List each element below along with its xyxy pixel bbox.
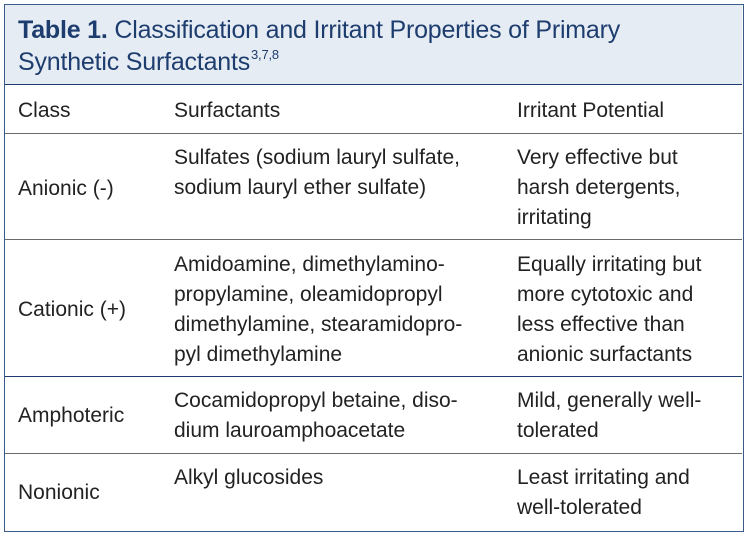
- row-nonionic-irritant-line-2: well-tolerated: [517, 496, 642, 519]
- table-label: Table 1.: [18, 16, 108, 44]
- title-text-1: Classification and Irritant Properties of Primary: [114, 16, 621, 44]
- row-cationic-surfactants-line-1: Amidoamine, dimethylamino-: [174, 253, 445, 276]
- row-anionic-irritant-line-2: harsh detergents,: [517, 176, 681, 199]
- row-cationic-irritant-line-1: Equally irritating but: [517, 253, 702, 276]
- row-cationic-surfactants-line-2: propylamine, oleamidopropyl: [174, 283, 443, 306]
- title-line-1: [18, 16, 620, 45]
- header-divider: [5, 133, 742, 134]
- title-divider: [5, 84, 742, 85]
- row-cationic-surfactants-line-3: dimethylamine, stearamidopro-: [174, 313, 463, 336]
- header-class: Class: [18, 99, 71, 122]
- row-divider-2: [5, 376, 742, 377]
- row-divider-3: [5, 453, 742, 454]
- title-line-2: [18, 48, 279, 77]
- header-irritant-potential: Irritant Potential: [517, 99, 665, 122]
- row-cationic-irritant-line-4: anionic surfactants: [517, 343, 693, 366]
- row-anionic-irritant-line-3: irritating: [517, 206, 592, 229]
- row-amphoteric-irritant-line-2: tolerated: [517, 419, 599, 442]
- row-nonionic-irritant-line-1: Least irritating and: [517, 466, 690, 489]
- row-amphoteric-surfactants-line-2: dium lauroamphoacetate: [174, 419, 406, 442]
- title-references: 3,7,8: [251, 47, 279, 62]
- row-anionic-surfactants-line-1: Sulfates (sodium lauryl sulfate,: [174, 146, 460, 169]
- row-nonionic-surfactants-line-1: Alkyl glucosides: [174, 466, 324, 489]
- row-divider-1: [5, 239, 742, 240]
- table-title: [5, 5, 742, 84]
- row-anionic-class: Anionic (-): [18, 177, 114, 200]
- row-amphoteric-irritant-line-1: Mild, generally well-: [517, 389, 702, 412]
- row-cationic-irritant-line-3: less effective than: [517, 313, 685, 336]
- row-anionic-surfactants-line-2: sodium lauryl ether sulfate): [174, 176, 427, 199]
- header-surfactants: Surfactants: [174, 99, 281, 122]
- row-cationic-irritant-line-2: more cytotoxic and: [517, 283, 694, 306]
- row-anionic-irritant-line-1: Very effective but: [517, 146, 678, 169]
- row-cationic-surfactants-line-4: pyl dimethylamine: [174, 343, 343, 366]
- title-text-2: Synthetic Surfactants: [18, 48, 251, 76]
- row-amphoteric-class: Amphoteric: [18, 404, 125, 427]
- row-cationic-class: Cationic (+): [18, 298, 126, 321]
- surfactant-table: [4, 4, 744, 532]
- row-nonionic-class: Nonionic: [18, 481, 100, 504]
- row-amphoteric-surfactants-line-1: Cocamidopropyl betaine, diso-: [174, 389, 458, 412]
